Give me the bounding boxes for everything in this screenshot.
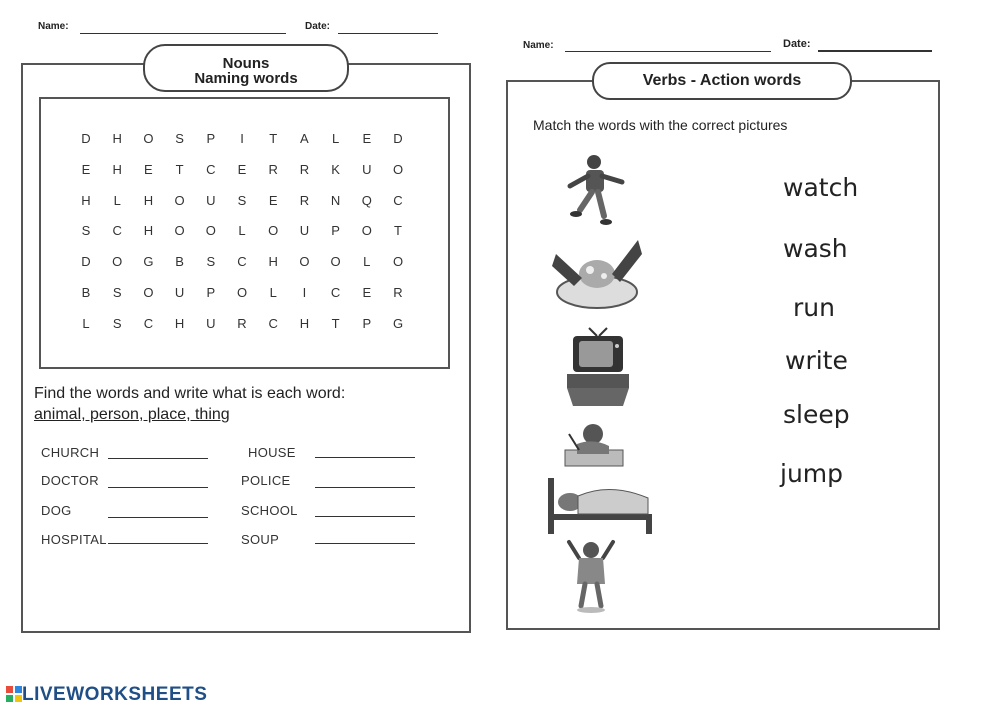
verb-wash[interactable]: wash [783, 234, 848, 263]
grid-letter[interactable]: R [268, 161, 278, 177]
grid-letter[interactable]: H [112, 161, 122, 177]
date-line[interactable] [338, 33, 438, 34]
grid-letter[interactable]: U [362, 161, 372, 177]
grid-letter[interactable]: E [237, 161, 247, 177]
word-police: POLICE [241, 473, 291, 488]
verbs-title-pill [592, 62, 852, 100]
answer-line-hospital[interactable] [108, 543, 208, 544]
grid-letter[interactable]: O [143, 285, 154, 300]
grid-letter[interactable]: L [269, 285, 277, 300]
name-label-right: Name: [523, 40, 554, 51]
grid-letter[interactable]: R [237, 315, 247, 331]
word-hospital: HOSPITAL [41, 532, 107, 547]
answer-line-house[interactable] [315, 457, 415, 458]
grid-letter[interactable]: S [237, 192, 247, 208]
grid-letter[interactable]: O [236, 285, 248, 300]
grid-letter[interactable]: E [81, 161, 91, 177]
grid-letter[interactable]: O [392, 254, 404, 270]
grid-letter[interactable]: H [112, 131, 122, 146]
grid-letter[interactable]: H [143, 192, 154, 208]
grid-letter[interactable]: L [113, 192, 121, 208]
nouns-title-pill [143, 44, 349, 92]
grid-letter[interactable]: S [206, 254, 216, 270]
grid-letter[interactable]: O [174, 192, 185, 208]
grid-letter[interactable]: H [81, 192, 91, 208]
grid-letter[interactable]: O [268, 223, 279, 239]
answer-line-doctor[interactable] [108, 487, 208, 488]
noun-instruction: Find the words and write what is each word: [34, 385, 346, 402]
nouns-subtitle: Naming words [194, 70, 298, 87]
grid-letter[interactable]: U [299, 223, 310, 239]
grid-letter[interactable]: S [112, 285, 122, 300]
grid-letter[interactable]: I [302, 285, 307, 300]
verb-jump[interactable]: jump [780, 459, 844, 488]
answer-line-church[interactable] [108, 458, 208, 459]
grid-letter[interactable]: O [205, 223, 216, 239]
grid-letter[interactable]: P [362, 315, 372, 331]
noun-categories: animal, person, place, thing [34, 406, 230, 423]
grid-letter[interactable]: R [299, 192, 310, 208]
grid-letter[interactable]: B [81, 285, 91, 300]
grid-letter[interactable]: K [331, 161, 340, 177]
grid-letter[interactable]: S [81, 223, 91, 239]
grid-letter[interactable]: D [393, 131, 403, 146]
grid-letter[interactable]: R [393, 285, 403, 300]
grid-letter[interactable]: P [206, 285, 216, 300]
grid-letter[interactable]: G [392, 315, 404, 331]
grid-letter[interactable]: C [237, 254, 247, 270]
grid-letter[interactable]: U [206, 315, 216, 331]
verb-instruction: Match the words with the correct pictures [533, 117, 788, 133]
verbs-title: Verbs - Action words [642, 72, 802, 89]
grid-letter[interactable]: L [331, 131, 340, 146]
name-line[interactable] [80, 33, 286, 34]
grid-letter[interactable]: C [393, 192, 403, 208]
word-house: HOUSE [248, 445, 296, 460]
grid-letter[interactable]: T [269, 131, 278, 146]
grid-letter[interactable]: O [174, 223, 185, 239]
grid-letter[interactable]: C [143, 315, 154, 331]
verb-sleep[interactable]: sleep [783, 400, 850, 429]
grid-letter[interactable]: E [144, 161, 153, 177]
liveworksheets-brand: LIVEWORKSHEETS [22, 684, 208, 705]
grid-letter[interactable]: O [112, 254, 123, 270]
grid-letter[interactable]: N [330, 192, 341, 208]
grid-letter[interactable]: U [174, 285, 185, 300]
answer-line-dog[interactable] [108, 517, 208, 518]
word-school: SCHOOL [241, 503, 298, 518]
grid-letter[interactable]: P [331, 223, 340, 239]
grid-letter[interactable]: T [175, 161, 184, 177]
word-church: CHURCH [41, 445, 100, 460]
grid-letter[interactable]: C [206, 161, 216, 177]
grid-letter[interactable]: G [143, 254, 154, 270]
grid-letter[interactable]: L [363, 254, 371, 270]
grid-letter[interactable]: O [143, 131, 154, 146]
name-line-right[interactable] [565, 51, 771, 52]
writing-child-icon [559, 420, 627, 472]
grid-letter[interactable]: L [82, 315, 90, 331]
verb-run[interactable]: run [793, 293, 835, 322]
grid-letter[interactable]: S [112, 315, 122, 331]
grid-letter[interactable]: O [361, 223, 372, 239]
grid-letter[interactable]: E [362, 285, 372, 300]
verb-watch[interactable]: watch [783, 173, 859, 202]
grid-letter[interactable]: C [268, 315, 278, 331]
sleeping-child-icon [548, 474, 654, 536]
answer-line-police[interactable] [315, 487, 415, 488]
grid-letter[interactable]: R [299, 161, 310, 177]
grid-letter[interactable]: C [112, 223, 122, 239]
grid-letter[interactable]: E [362, 131, 372, 146]
word-soup: SOUP [241, 532, 280, 547]
grid-letter[interactable]: E [268, 192, 278, 208]
washing-hands-icon [552, 234, 642, 314]
grid-letter[interactable]: H [143, 223, 154, 239]
word-doctor: DOCTOR [41, 473, 99, 488]
grid-letter[interactable]: T [331, 315, 340, 331]
grid-letter[interactable]: D [81, 131, 91, 146]
grid-letter[interactable]: H [174, 315, 185, 331]
answer-line-school[interactable] [315, 516, 415, 517]
date-label: Date: [305, 21, 331, 32]
grid-letter[interactable]: H [299, 315, 310, 331]
date-label-right: Date: [783, 38, 811, 50]
grid-letter[interactable]: H [268, 254, 278, 270]
grid-letter[interactable]: U [206, 192, 216, 208]
grid-letter[interactable]: D [81, 254, 91, 270]
liveworksheets-logo-icon [6, 686, 22, 702]
word-dog: DOG [41, 503, 72, 518]
grid-letter[interactable]: S [175, 131, 184, 146]
grid-letter[interactable]: L [238, 223, 246, 239]
grid-letter[interactable]: C [330, 285, 341, 300]
grid-letter[interactable]: O [392, 161, 404, 177]
jumping-child-icon [565, 538, 617, 614]
grid-letter[interactable]: Q [361, 192, 372, 208]
name-label: Name: [38, 21, 69, 32]
nouns-title: Nouns [222, 55, 270, 72]
grid-letter[interactable]: O [330, 254, 341, 270]
grid-letter[interactable]: O [299, 254, 310, 270]
grid-letter[interactable]: T [394, 223, 402, 239]
grid-letter[interactable]: P [206, 131, 216, 146]
television-icon [565, 326, 631, 408]
grid-letter[interactable]: I [240, 131, 244, 146]
running-child-icon [558, 152, 628, 230]
grid-letter[interactable]: A [300, 131, 309, 146]
answer-line-soup[interactable] [315, 543, 415, 544]
date-line-right[interactable] [818, 50, 932, 52]
verb-write[interactable]: write [785, 346, 848, 375]
grid-letter[interactable]: B [175, 254, 184, 270]
